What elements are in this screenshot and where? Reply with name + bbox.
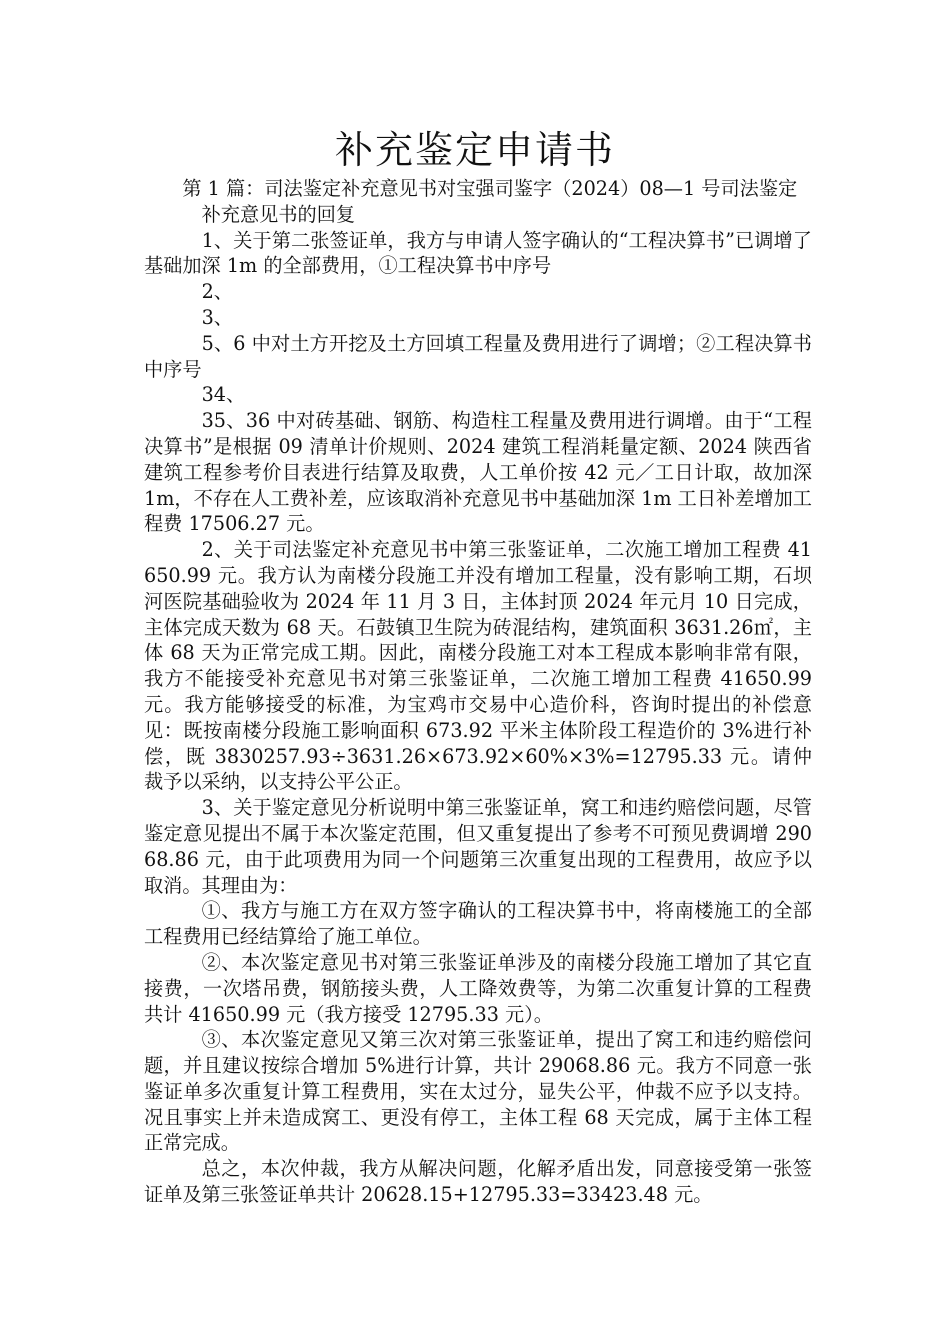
document-title: 补充鉴定申请书	[334, 128, 615, 172]
paragraph-reason-2: ②、本次鉴定意见书对第三张鉴证单涉及的南楼分段施工增加了其它直接费，一次塔吊费，钢筋接头费，人工降效费等，为第二次重复计算的工程费共计 41650.99 元（我方接受 12795.33 元）。	[144, 950, 812, 1026]
paragraph-item-35-36: 35、36 中对砖基础、钢筋、构造柱工程量及费用进行调增。由于“工程决算书”是根据 09 清单计价规则、2024 建筑工程消耗量定额、2024 陕西省建筑工程参考价目表进行结算及取费，人工单价按 42 元／工日计取，故加深 1m，不存在人工费补差，应该取消补充意见书中基础加深 1m 工日补差增加工程费 17506.27 元。	[144, 409, 812, 536]
paragraph-section-2: 2、关于司法鉴定补充意见书中第三张鉴证单，二次施工增加工程费 41650.99 元。我方认为南楼分段施工并没有增加工程量，没有影响工期，石坝河医院基础验收为 2024 年 11 月 3 日，主体封顶 2024 年元月 10 日完成，主体完成天数为 68 天。石鼓镇卫生院为砖混结构，建筑面积 3631.26㎡，主体 68 天为正常完成工期。因此，南楼分段施工对本工程成本影响非常有限，我方不能接受补充意见书对第三张鉴证单，二次施工增加工程费 41650.99 元。我方能够接受的标准，为宝鸡市交易中心造价科，咨询时提出的补偿意见：既按南楼分段施工影响面积 673.92 平米主体阶段工程造价的 3%进行补偿，既 3830257.93÷3631.26×673.92×60%×3%=12795.33 元。请仲裁予以采纳，以支持公平公正。	[144, 538, 812, 794]
paragraph-item-5-6: 5、6 中对土方开挖及土方回填工程量及费用进行了调增；②工程决算书中序号	[144, 331, 812, 381]
paragraph-reason-3: ③、本次鉴定意见又第三次对第三张鉴证单，提出了窝工和违约赔偿问题，并且建议按综合增加 5%进行计算，共计 29068.86 元。我方不同意一张鉴证单多次重复计算工程费用，实在太过分，显失公平，仲裁不应予以支持。况且事实上并未造成窝工、更没有停工，主体工程 68 天完成，属于主体工程正常完成。	[144, 1028, 812, 1155]
paragraph-subheading: 补充意见书的回复	[201, 202, 356, 226]
paragraph-item-2: 2、	[201, 280, 233, 304]
paragraph-item-1: 1、关于第二张签证单，我方与申请人签字确认的“工程决算书”已调增了基础加深 1m 的全部费用，①工程决算书中序号	[144, 228, 812, 278]
paragraph-reason-1: ①、我方与施工方在双方签字确认的工程决算书中，将南楼施工的全部工程费用已经结算给了施工单位。	[144, 899, 812, 949]
paragraph-item-3: 3、	[201, 305, 233, 329]
paragraph-heading: 第 1 篇：司法鉴定补充意见书对宝强司鉴字（2024）08—1 号司法鉴定	[182, 177, 798, 200]
paragraph-conclusion: 总之，本次仲裁，我方从解决问题，化解矛盾出发，同意接受第一张签证单及第三张签证单共计 20628.15+12795.33=33423.48 元。	[144, 1157, 812, 1207]
document-body	[144, 176, 812, 1208]
paragraph-item-34: 34、	[201, 383, 246, 407]
paragraph-section-3: 3、关于鉴定意见分析说明中第三张鉴证单，窝工和违约赔偿问题，尽管鉴定意见提出不属于本次鉴定范围，但又重复提出了参考不可预见费调增 29068.86 元，由于此项费用为同一个问题第三次重复出现的工程费用，故应予以取消。其理由为：	[144, 796, 812, 897]
